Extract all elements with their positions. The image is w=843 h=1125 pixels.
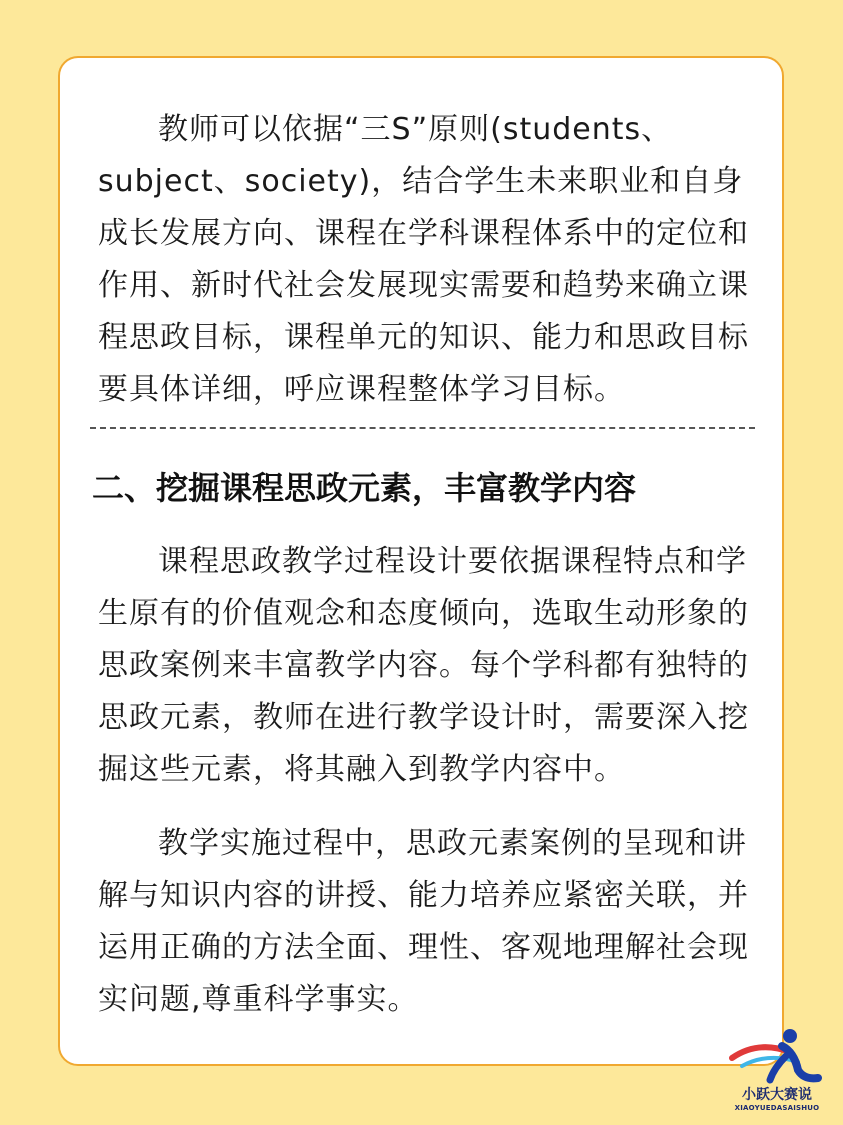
brand-logo [722, 1022, 832, 1122]
brand-subtitle: XIAOYUEDASAISHUO [734, 1104, 820, 1112]
content-card [58, 56, 784, 1066]
dashed-divider [90, 427, 755, 429]
paragraph-intro: 教师可以依据“三S”原则(students、subject、society)，结合学生未来职业和自身成长发展方向、课程在学科课程体系中的定位和作用、新时代社会发展现实需要和趋势来确立课程思政目标，课程单元的知识、能力和思政目标要具体详细，呼应课程整体学习目标。 [98, 112, 749, 407]
runner-logo-icon [728, 1022, 826, 1084]
paragraph-elements: 课程思政教学过程设计要依据课程特点和学生原有的价值观念和态度倾向，选取生动形象的思政案例来丰富教学内容。每个学科都有独特的思政元素，教师在进行教学设计时，需要深入挖掘这些元素，将其融入到教学内容中。 [98, 544, 749, 787]
section-heading: 二、挖掘课程思政元素，丰富教学内容 [92, 469, 637, 507]
brand-name: 小跃大赛说 [742, 1087, 812, 1103]
paragraph-implementation: 教学实施过程中，思政元素案例的呈现和讲解与知识内容的讲授、能力培养应紧密关联，并运用正确的方法全面、理性、客观地理解社会现实问题,尊重科学事实。 [98, 826, 749, 1017]
